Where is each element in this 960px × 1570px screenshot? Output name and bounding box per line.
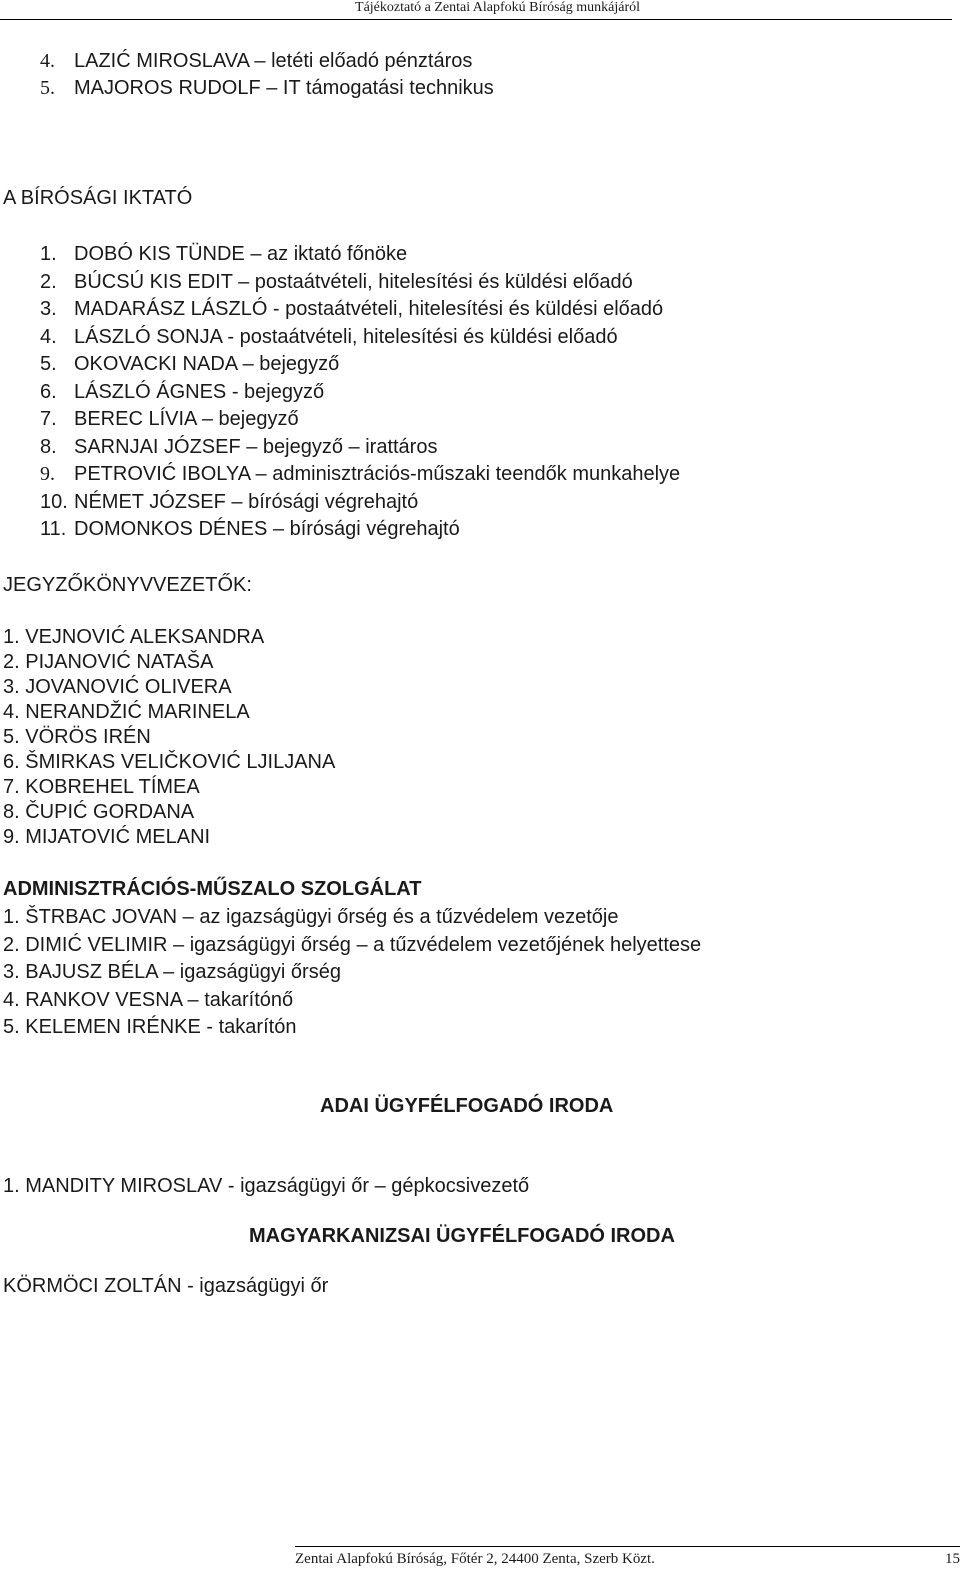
footer-address: Zentai Alapfokú Bíróság, Főtér 2, 24400 Zenta, Szerb Közt. xyxy=(295,1551,655,1567)
list-item: 5. VÖRÖS IRÉN xyxy=(3,726,151,748)
section-heading-iktato: A BÍRÓSÁGI IKTATÓ xyxy=(3,187,193,209)
list-item: 4. LAZIĆ MIROSLAVA – letéti előadó pénztáros xyxy=(40,50,473,72)
header-title: Tájékoztató a Zentai Alapfokú Bíróság munkájáról xyxy=(355,0,640,15)
list-item: 5. OKOVACKI NADA – bejegyző xyxy=(40,353,340,375)
list-item: 5. MAJOROS RUDOLF – IT támogatási technikus xyxy=(40,77,494,99)
list-item: 8. SARNJAI JÓZSEF – bejegyző – irattáros xyxy=(40,436,438,458)
list-item: 6. LÁSZLÓ ÁGNES - bejegyző xyxy=(40,381,325,403)
list-item: 3. MADARÁSZ LÁSZLÓ - postaátvételi, hitelesítési és küldési előadó xyxy=(40,298,664,320)
section-heading-adai: ADAI ÜGYFÉLFOGADÓ IRODA xyxy=(320,1095,614,1117)
list-item: 2. BÚCSÚ KIS EDIT – postaátvételi, hitelesítési és küldési előadó xyxy=(40,271,633,293)
list-item: KÖRMÖCI ZOLTÁN - igazságügyi őr xyxy=(3,1275,329,1297)
list-item: 7. KOBREHEL TÍMEA xyxy=(3,776,200,798)
section-heading-jegyzo: JEGYZŐKÖNYVVEZETŐK: xyxy=(3,574,252,596)
list-item: 4. NERANDŽIĆ MARINELA xyxy=(3,701,250,723)
section-heading-admin: ADMINISZTRÁCIÓS-MŰSZALO SZOLGÁLAT xyxy=(3,878,422,900)
list-item: 3. BAJUSZ BÉLA – igazságügyi őrség xyxy=(3,961,341,983)
list-item: 7. BEREC LÍVIA – bejegyző xyxy=(40,408,299,430)
list-item: 4. LÁSZLÓ SONJA - postaátvételi, hitelesítési és küldési előadó xyxy=(40,326,618,348)
section-heading-magyarkanizsai: MAGYARKANIZSAI ÜGYFÉLFOGADÓ IRODA xyxy=(249,1225,675,1247)
list-item: 10. NÉMET JÓZSEF – bírósági végrehajtó xyxy=(40,491,419,513)
list-item: 1. VEJNOVIĆ ALEKSANDRA xyxy=(3,626,265,648)
page-header xyxy=(0,0,952,20)
list-item: 9. PETROVIĆ IBOLYA – adminisztrációs-műszaki teendők munkahelye xyxy=(40,463,681,485)
list-item: 8. ČUPIĆ GORDANA xyxy=(3,801,195,823)
page-footer xyxy=(295,1546,960,1569)
list-item: 3. JOVANOVIĆ OLIVERA xyxy=(3,676,232,698)
list-item: 1. ŠTRBAC JOVAN – az igazságügyi őrség és a tűzvédelem vezetője xyxy=(3,906,619,928)
list-item: 2. PIJANOVIĆ NATAŠA xyxy=(3,651,214,673)
list-item: 11. DOMONKOS DÉNES – bírósági végrehajtó xyxy=(40,518,460,540)
list-item: 1. DOBÓ KIS TÜNDE – az iktató főnöke xyxy=(40,243,408,265)
list-item: 5. KELEMEN IRÉNKE - takarítón xyxy=(3,1016,297,1038)
list-item: 4. RANKOV VESNA – takarítónő xyxy=(3,989,294,1011)
list-item: 6. ŠMIRKAS VELIČKOVIĆ LJILJANA xyxy=(3,751,336,773)
list-item: 2. DIMIĆ VELIMIR – igazságügyi őrség – a tűzvédelem vezetőjének helyettese xyxy=(3,934,702,956)
list-item: 1. MANDITY MIROSLAV - igazságügyi őr – gépkocsivezető xyxy=(3,1175,530,1197)
page-number: 15 xyxy=(945,1551,960,1567)
list-item: 9. MIJATOVIĆ MELANI xyxy=(3,826,211,848)
